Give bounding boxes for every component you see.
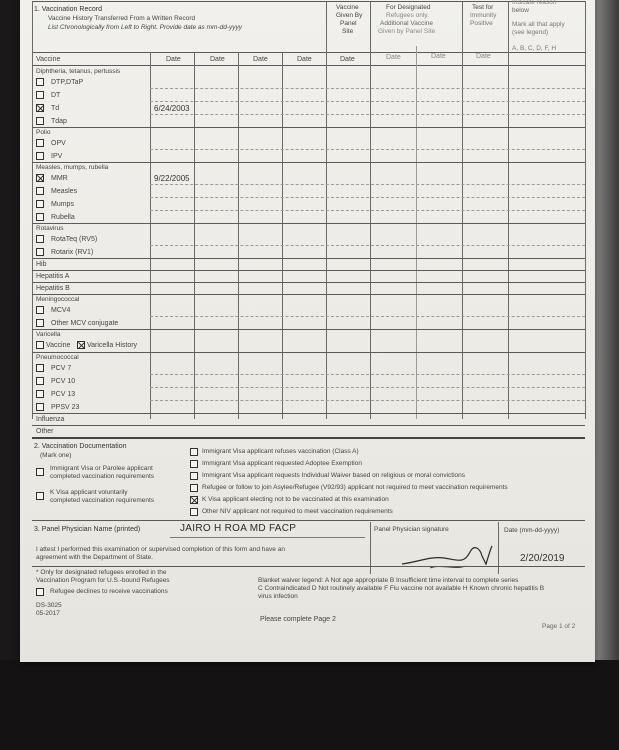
label-measles: Measles — [51, 188, 78, 195]
checkbox-pcv7[interactable] — [36, 364, 44, 372]
checkbox-waiver[interactable] — [190, 472, 198, 480]
checkbox-varicella-vaccine[interactable] — [36, 341, 44, 349]
label-pcv7: PCV 7 — [51, 365, 72, 372]
checkbox-refuses[interactable] — [190, 448, 198, 456]
checkbox-dt[interactable] — [36, 91, 44, 99]
option-k-visa-line2: completed vaccination requirements — [50, 497, 155, 504]
checkbox-other-mcv[interactable] — [36, 319, 44, 327]
checkbox-rubella[interactable] — [36, 213, 44, 221]
label-influenza: Influenza — [36, 416, 65, 423]
checkbox-other-niv[interactable] — [190, 508, 198, 516]
attest-line1: I attest I performed this examination or supervised completion of this form and have an — [36, 546, 285, 553]
checkbox-refugee-declines[interactable] — [36, 588, 44, 596]
label-other-mcv: Other MCV conjugate — [51, 320, 119, 327]
label-dt: DT — [51, 92, 61, 99]
label-td: Td — [51, 105, 60, 112]
checkbox-mcv4[interactable] — [36, 306, 44, 314]
attest-line2: agreement with the Department of State. — [36, 554, 154, 561]
group-pneumococcal: Pneumococcal — [36, 354, 79, 361]
date-label: Date (mm-dd-yyyy) — [504, 527, 560, 534]
background-table — [0, 660, 619, 750]
label-varicella-history: Varicella History — [87, 342, 138, 349]
label-hepatitis-a: Hepatitis A — [36, 273, 70, 280]
label-mmr: MMR — [51, 175, 68, 182]
checkbox-k-visa-completed[interactable] — [36, 492, 44, 500]
signature-date-value: 2/20/2019 — [520, 553, 565, 564]
vaccination-form-page: 1. Vaccination Record Vaccine History Transferred From a Written Record List Chronologically from Left to Right. Provide date as mm-dd-yyyy Vaccine Given By Panel Site For Designated Refugees only. Additional Vaccine Given by Panel Site Test for Immunity Positive Indicate reason below Mark all that apply (see legend) A, B, C, D, F, H Vaccine Date Date Date Date Date Date Date Date Diphtheria, tetanus, pertussis DTP,DTaP DT Td 6/24/2003 Tdap Polio OPV IPV Measles, mumps, rubella MMR 9/22/2005 Measles Mumps Rubella Rotavirus RotaTeq (RV5) Rotarix (RV1) Hib Hepatitis A Hepatitis B Meningococcal MCV4 Other MCV conjugate Varicella Vaccine Varicella History Pneumococcal PCV 7 PCV 10 PCV 13 PPSV 23 Influenza Other 2. Vaccination Documentation (Mark one) Immigrant Visa or Parolee applicant completed vaccination requirements K Visa applicant voluntarily completed vaccination requirements Immigrant Visa applicant refuses vaccination (Class A) Immigrant Visa applicant requested Adoptee Exemption Immigrant Visa applicant requests Individual Waiver based on religious or moral convictions Refugee or follow to join Asylee/Refugee (V92/93) applicant not required to meet vaccination requirements K Visa applicant electing not to be vaccinated at this examination Other NIV applicant not required to meet vaccination requirements 3. Panel Physician Name (printed) JAIRO H ROA MD FACP Panel Physician signature Date (mm-dd-yyyy) 2/20/2019 I attest I performed this examination or supervised completion of this form and have an agreement with the Department of State. * Only for designated refugees enrolled in the Vaccination Program for U.S.-bound Refugees Refugee declines to receive vaccinations Blanket waiver legend: A Not age appropriate B Insufficient time interval to complete series C Contraindicated D Not routinely available F Flu vaccine not available H Known chronic hepatitis B virus infection DS-3025 05-2017 Please complete Page 2 Page 1 of 2 — [20, 0, 595, 662]
checkbox-opv[interactable] — [36, 139, 44, 147]
label-mcv4: MCV4 — [51, 307, 71, 314]
label-dtp: DTP,DTaP — [51, 79, 84, 86]
section1-line2: Vaccine History Transferred From a Written Record — [48, 15, 196, 22]
checkbox-ipv[interactable] — [36, 152, 44, 160]
checkbox-ppsv23[interactable] — [36, 403, 44, 411]
label-ppsv23: PPSV 23 — [51, 404, 80, 411]
signature-label: Panel Physician signature — [374, 526, 449, 533]
label-rotarix: Rotarix (RV1) — [51, 249, 94, 256]
td-date-value: 6/24/2003 — [154, 104, 190, 113]
option-k-visa-line1: K Visa applicant voluntarily — [50, 489, 128, 496]
checkbox-dtp[interactable] — [36, 78, 44, 86]
option-waiver: Immigrant Visa applicant requests Individual Waiver based on religious or moral convictions — [202, 472, 466, 479]
checkbox-refugee[interactable] — [190, 484, 198, 492]
group-mmr: Measles, mumps, rubella — [36, 164, 109, 171]
background-right — [595, 0, 619, 750]
option-k-visa-electing: K Visa applicant electing not to be vaccinated at this examination — [202, 496, 389, 503]
checkbox-rotarix[interactable] — [36, 248, 44, 256]
group-varicella: Varicella — [36, 331, 61, 338]
label-rubella: Rubella — [51, 214, 75, 221]
physician-name: JAIRO H ROA MD FACP — [180, 523, 297, 534]
group-meningococcal: Meningococcal — [36, 296, 80, 303]
signature-scribble — [400, 534, 495, 574]
checkbox-k-visa-electing[interactable] — [190, 496, 198, 504]
refugee-declines-label: Refugee declines to receive vaccinations — [50, 588, 168, 595]
vaccine-column-header: Vaccine — [36, 56, 61, 63]
checkbox-td[interactable] — [36, 104, 44, 112]
page-number: Page 1 of 2 — [542, 623, 576, 630]
refugee-note-line1: * Only for designated refugees enrolled in the — [36, 569, 167, 576]
option-refuses: Immigrant Visa applicant refuses vaccination (Class A) — [202, 448, 359, 455]
checkbox-measles[interactable] — [36, 187, 44, 195]
group-polio: Polio — [36, 129, 51, 136]
label-tdap: Tdap — [51, 118, 67, 125]
section2-title: 2. Vaccination Documentation — [34, 443, 127, 450]
checkbox-varicella-history[interactable] — [77, 341, 85, 349]
label-opv: OPV — [51, 140, 66, 147]
option-iv-parolee-line2: completed vaccination requirements — [50, 473, 155, 480]
checkbox-pcv10[interactable] — [36, 377, 44, 385]
mmr-date-value: 9/22/2005 — [154, 174, 190, 183]
label-hepatitis-b: Hepatitis B — [36, 285, 70, 292]
form-id: DS-3025 — [36, 602, 62, 609]
checkbox-adoptee[interactable] — [190, 460, 198, 468]
checkbox-mumps[interactable] — [36, 200, 44, 208]
group-rotavirus: Rotavirus — [36, 225, 64, 232]
group-dtp: Diphtheria, tetanus, pertussis — [36, 68, 121, 75]
label-ipv: IPV — [51, 153, 63, 160]
complete-page2-note: Please complete Page 2 — [260, 616, 336, 623]
option-other-niv: Other NIV applicant not required to meet vaccination requirements — [202, 508, 393, 515]
refugee-note-line2: Vaccination Program for U.S.-bound Refugees — [36, 577, 170, 584]
label-varicella-vaccine: Vaccine — [46, 342, 71, 349]
option-refugee: Refugee or follow to join Asylee/Refugee (V92/93) applicant not required to meet vaccination requirements — [202, 484, 508, 491]
label-other: Other — [36, 428, 54, 435]
section3-title: 3. Panel Physician Name (printed) — [34, 526, 141, 533]
legend-line3: virus infection — [258, 593, 298, 600]
section1-title: 1. Vaccination Record — [34, 6, 102, 13]
label-rotateq: RotaTeq (RV5) — [51, 236, 98, 243]
checkbox-tdap[interactable] — [36, 117, 44, 125]
label-hib: Hib — [36, 261, 47, 268]
section2-subtitle: (Mark one) — [40, 452, 72, 459]
label-pcv13: PCV 13 — [51, 391, 76, 398]
option-adoptee: Immigrant Visa applicant requested Adoptee Exemption — [202, 460, 362, 467]
legend-line1: Blanket waiver legend: A Not age appropriate B Insufficient time interval to complete series — [258, 577, 519, 584]
checkbox-iv-parolee[interactable] — [36, 468, 44, 476]
label-mumps: Mumps — [51, 201, 74, 208]
legend-line2: C Contraindicated D Not routinely available F Flu vaccine not available H Known chronic hepatitis B — [258, 585, 545, 592]
checkbox-rotateq[interactable] — [36, 235, 44, 243]
checkbox-pcv13[interactable] — [36, 390, 44, 398]
section1-line3: List Chronologically from Left to Right. Provide date as mm-dd-yyyy — [48, 24, 242, 31]
form-date: 05-2017 — [36, 610, 60, 617]
checkbox-mmr[interactable] — [36, 174, 44, 182]
option-iv-parolee-line1: Immigrant Visa or Parolee applicant — [50, 465, 153, 472]
label-pcv10: PCV 10 — [51, 378, 76, 385]
